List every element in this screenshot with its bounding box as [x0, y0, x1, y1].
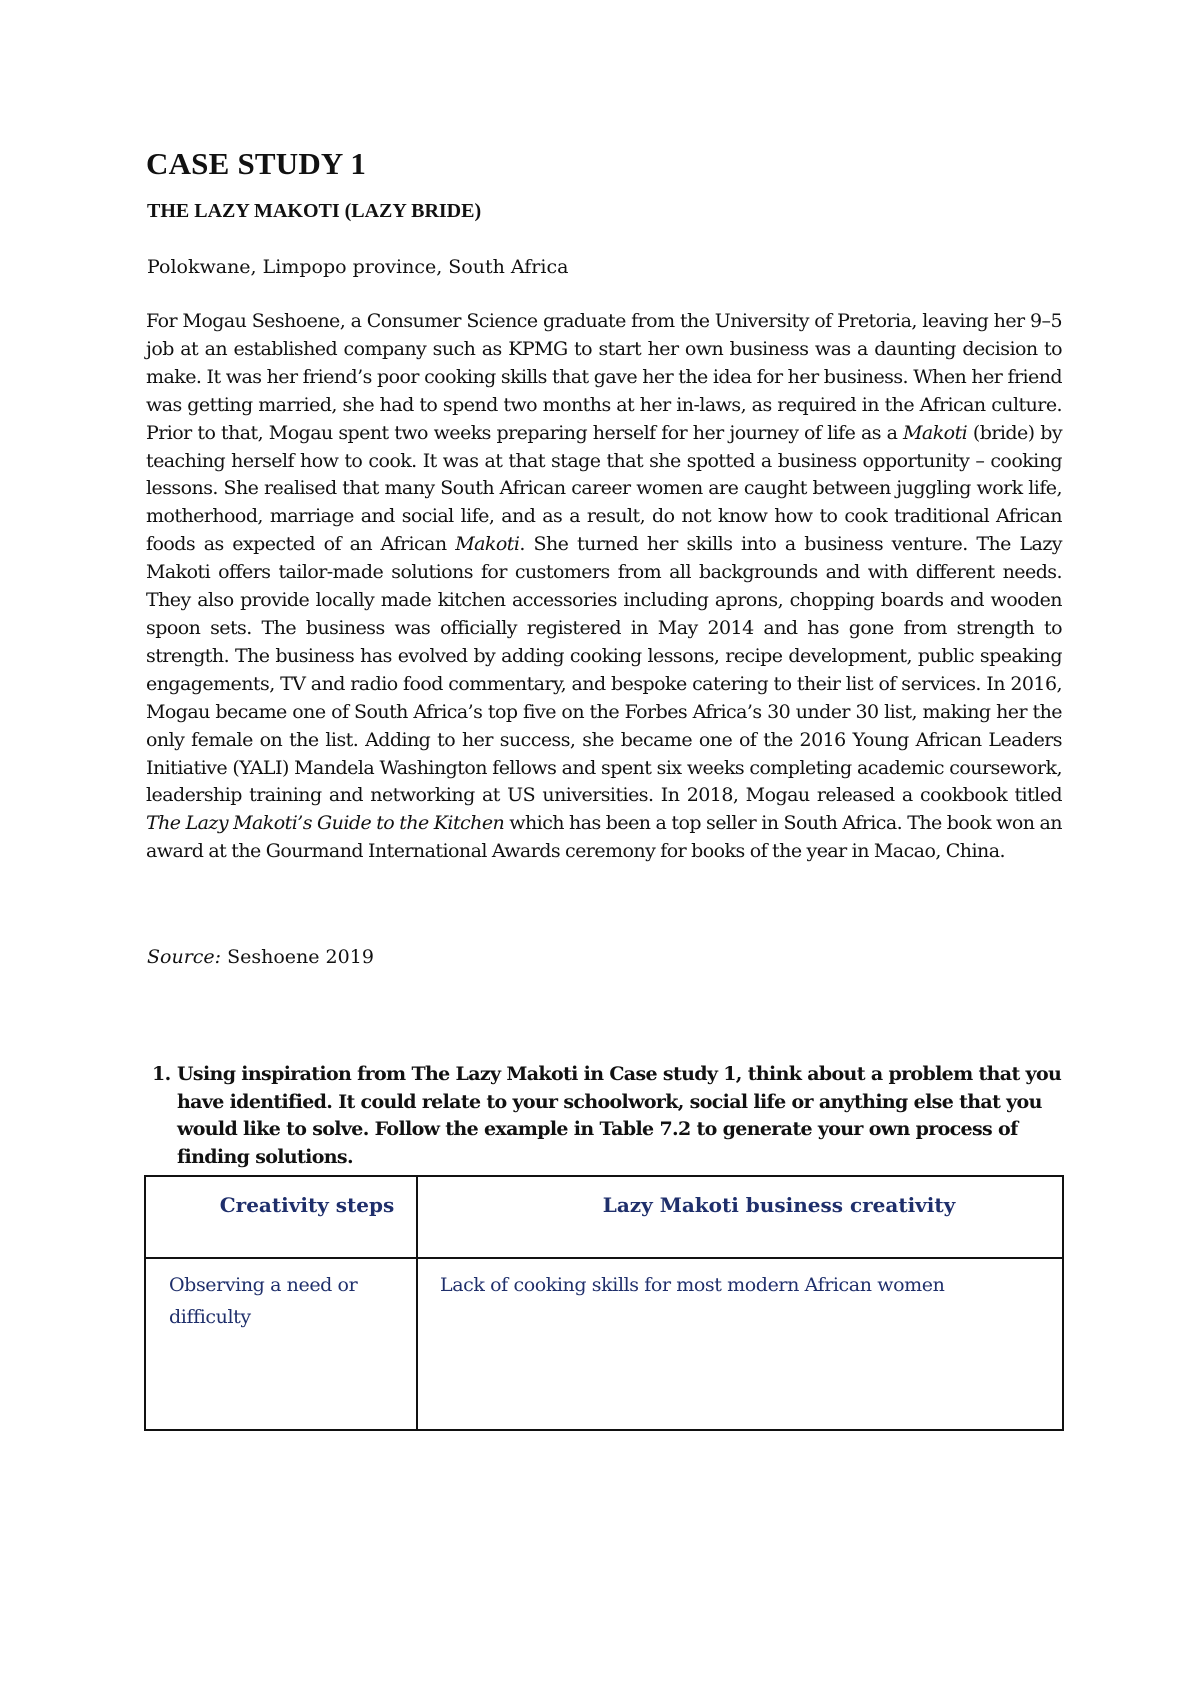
header-creativity-steps: Creativity steps [219, 1193, 395, 1217]
case-study-title: CASE STUDY 1 [146, 146, 367, 181]
header-lazy-makoti-creativity: Lazy Makoti business creativity [602, 1193, 956, 1217]
table-cell-step [145, 1258, 417, 1430]
creativity-lack-of-skills: Lack of cooking skills for most modern African women [440, 1274, 945, 1296]
body-segment-1: For Mogau Seshoene, a Consumer Science graduate from the University of Pretoria, leaving her 9–5 job at an established company such as KPMG to start her own business was a daunting decision to make. It was her friend’s poor cooking skills that gave her the idea for her business. When her friend was getting married, she had to spend two months at her in-laws, as required in the African culture. Prior to that, Mogau spent two weeks preparing herself for her journey of life as a [146, 310, 1062, 444]
makoti-term-2: Makoti [455, 533, 520, 556]
header-cell-lazy-makoti [417, 1176, 1063, 1258]
creativity-steps-table [144, 1175, 1064, 1431]
table-row [145, 1258, 1063, 1430]
question-1 [152, 1061, 1072, 1171]
question-number: 1. [152, 1063, 171, 1085]
case-study-subtitle: THE LAZY MAKOTI (LAZY BRIDE) [147, 200, 482, 222]
table-header-row [145, 1176, 1063, 1258]
source-value: Seshoene 2019 [221, 946, 374, 968]
location-line: Polokwane, Limpopo province, South Africa [147, 256, 569, 278]
case-study-body [146, 308, 1062, 866]
table-cell-creativity [417, 1258, 1063, 1430]
source-label: Source: [147, 946, 222, 968]
step-observing-need: Observing a need or difficulty [169, 1274, 358, 1328]
body-segment-2: (bride) by teaching herself how to cook. It was at that stage that she spotted a business opportunity – cooking lessons. She realised that many South African career women are caught between juggling work life, motherhood, marriage and social life, and as a result, do not know how to cook traditional African foods as expected of an African [146, 421, 1063, 556]
body-segment-4: which has been a top seller in South Africa. The book won an award at the Gourmand International Awards ceremony for books of the year in Macao, China. [146, 812, 1062, 863]
book-title: The Lazy Makoti’s Guide to the Kitchen [146, 812, 505, 835]
header-cell-creativity-steps [145, 1176, 417, 1258]
source-citation [147, 946, 374, 968]
question-text: Using inspiration from The Lazy Makoti in Case study 1, think about a problem that you have identified. It could relate to your schoolwork, social life or anything else that you would like to solve. Follow the example in Table 7.2 to generate your own process of finding solutions. [177, 1063, 1062, 1168]
body-segment-3: . She turned her skills into a business venture. The Lazy Makoti offers tailor-made solutions for customers from all backgrounds and with different needs. They also provide locally made kitchen accessories including aprons, chopping boards and wooden spoon sets. The business was officially registered in May 2014 and has gone from strength to strength. The business has evolved by adding cooking lessons, recipe development, public speaking engagements, TV and radio food commentary, and bespoke catering to their list of services. In 2016, Mogau became one of South Africa’s top five on the Forbes Africa’s 30 under 30 list, making her the only female on the list. Adding to her success, she became one of the 2016 Young African Leaders Initiative (YALI) Mandela Washington fellows and spent six weeks completing academic coursework, leadership training and networking at US universities. In 2018, Mogau released a cookbook titled [146, 533, 1062, 807]
makoti-term-1: Makoti [903, 421, 968, 444]
